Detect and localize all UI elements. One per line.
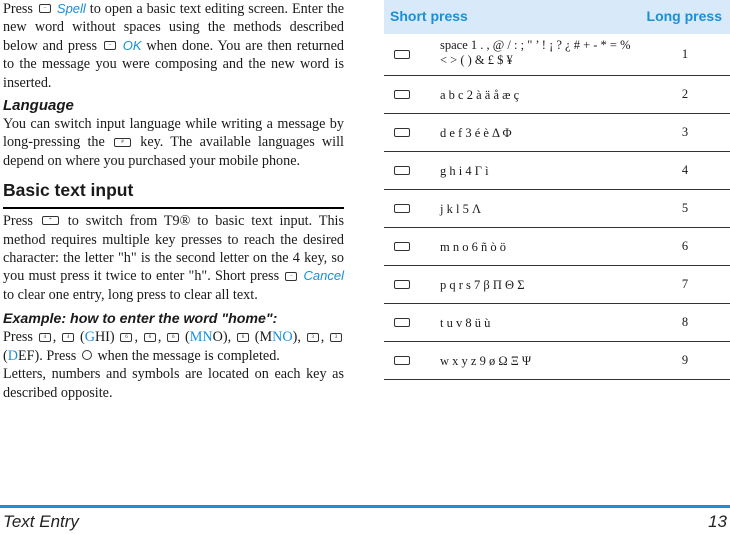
long-press-value: 1 <box>681 46 689 61</box>
table-row <box>384 228 730 266</box>
table-row <box>384 114 730 152</box>
long-press-value: 7 <box>681 276 689 291</box>
table-body <box>384 34 730 380</box>
key-3-icon: 3 <box>307 333 319 342</box>
key-4-icon: 4 <box>62 333 74 342</box>
example-press: Press <box>3 329 33 346</box>
table-row <box>384 34 730 76</box>
table-row <box>384 152 730 190</box>
key-6-icon: 6 <box>144 333 156 342</box>
long-press-value: 5 <box>681 200 689 215</box>
left-softkey-icon: – <box>39 4 51 13</box>
key-4-icon <box>394 166 410 175</box>
basic-press: Press <box>3 213 33 230</box>
table-header <box>384 0 730 34</box>
ok-label: OK <box>122 37 142 53</box>
key-5-icon <box>394 204 410 213</box>
long-press-value: 6 <box>681 238 689 253</box>
spell-label: Spell <box>56 1 86 16</box>
ok-key-icon <box>82 350 92 360</box>
long-press-value: 8 <box>681 314 689 329</box>
key-characters: d e f 3 é è Δ Φ <box>440 126 512 140</box>
language-paragraph <box>3 115 344 170</box>
right-softkey-icon: – <box>285 272 297 281</box>
cancel-label: Cancel <box>303 268 345 284</box>
long-press-value: 2 <box>681 86 689 101</box>
basic-text-1: to switch from T9® to basic text input. This method requires multiple key presses to reach the desired character: the letter "h" is the second letter on the 4 key, so you must press it twice to enter "h". Short press <box>3 213 345 285</box>
hash-key-icon: # <box>114 138 131 147</box>
key-3-icon <box>394 128 410 137</box>
key-characters: m n o 6 ñ ò ö <box>440 240 506 254</box>
key-characters: j k l 5 Λ <box>440 202 482 216</box>
key-2-icon <box>394 90 410 99</box>
long-press-value: 3 <box>681 124 689 139</box>
key-9-icon <box>394 356 410 365</box>
keypad-table <box>384 0 730 380</box>
example-heading: Example: how to enter the word "home": <box>3 311 278 328</box>
intro-text-2: when done. You are then returned to the message you were composing and the new word is inserted. <box>3 37 345 91</box>
example-text-end: when the message is completed. <box>97 347 280 364</box>
key-3-icon: 3 <box>330 333 342 342</box>
table-row <box>384 190 730 228</box>
key-6-icon: 6 <box>120 333 132 342</box>
key-characters: p q r s 7 β Π Θ Σ <box>440 278 525 292</box>
key-4-icon: 4 <box>39 333 51 342</box>
letters-no: NO <box>272 329 293 346</box>
basic-text-input-heading: Basic text input <box>3 179 344 209</box>
left-column <box>3 0 344 402</box>
table-row <box>384 342 730 380</box>
short-press-header: Short press <box>390 8 468 24</box>
key-characters: a b c 2 à ä å æ ç <box>440 88 520 102</box>
key-7-icon <box>394 280 410 289</box>
table-row <box>384 76 730 114</box>
long-press-value: 9 <box>681 352 689 367</box>
key-8-icon <box>394 318 410 327</box>
basic-paragraph <box>3 212 344 304</box>
footer-rule <box>0 505 730 508</box>
key-characters: t u v 8 ü ù <box>440 316 491 330</box>
letters-mn: MN <box>189 329 213 346</box>
key-6-icon: 6 <box>167 333 179 342</box>
intro-paragraph <box>3 0 344 92</box>
key-6-icon <box>394 242 410 251</box>
footer-section-title: Text Entry <box>3 512 79 531</box>
key-characters: space 1 . , @ / : ; " ’ ! ¡ ? ¿ # + - * = % < > ( ) & £ $ ¥ <box>440 38 631 67</box>
language-text-1: You can switch input language while writing a message by long-pressing the <box>3 116 344 151</box>
table-row <box>384 304 730 342</box>
letter-g: G <box>84 329 95 346</box>
table-row <box>384 266 730 304</box>
long-press-value: 4 <box>681 162 689 177</box>
example-paragraph: Press 4 , 4 (GHI) 6 , 6 , 6 (MNO), 6 (MNO), 3 , 3 (DEF). Press when the message is completed. <box>3 328 344 365</box>
key-6-icon: 6 <box>237 333 249 342</box>
long-press-header: Long press <box>646 8 722 24</box>
language-text-2: key. The available languages will depend on where you purchased your mobile phone. <box>3 134 345 169</box>
letter-d: D <box>7 347 18 364</box>
language-heading: Language <box>3 97 74 115</box>
key-characters: g h i 4 Γ ì <box>440 164 489 178</box>
basic-text-2: to clear one entry, long press to clear all text. <box>3 286 258 303</box>
left-softkey-icon: – <box>104 41 116 50</box>
star-key-icon: * <box>42 216 59 225</box>
example-press-2: Press <box>46 347 77 364</box>
intro-press: Press <box>3 1 33 17</box>
intro-text-1: to open a basic text editing screen. Enter the new word without spaces using the methods described below and press <box>3 1 345 54</box>
key-1-icon <box>394 50 410 59</box>
example-last-paragraph: Letters, numbers and symbols are located on each key as described opposite. <box>3 366 344 401</box>
page-number: 13 <box>708 512 727 531</box>
key-characters: w x y z 9 ø Ω Ξ Ψ <box>440 354 532 368</box>
